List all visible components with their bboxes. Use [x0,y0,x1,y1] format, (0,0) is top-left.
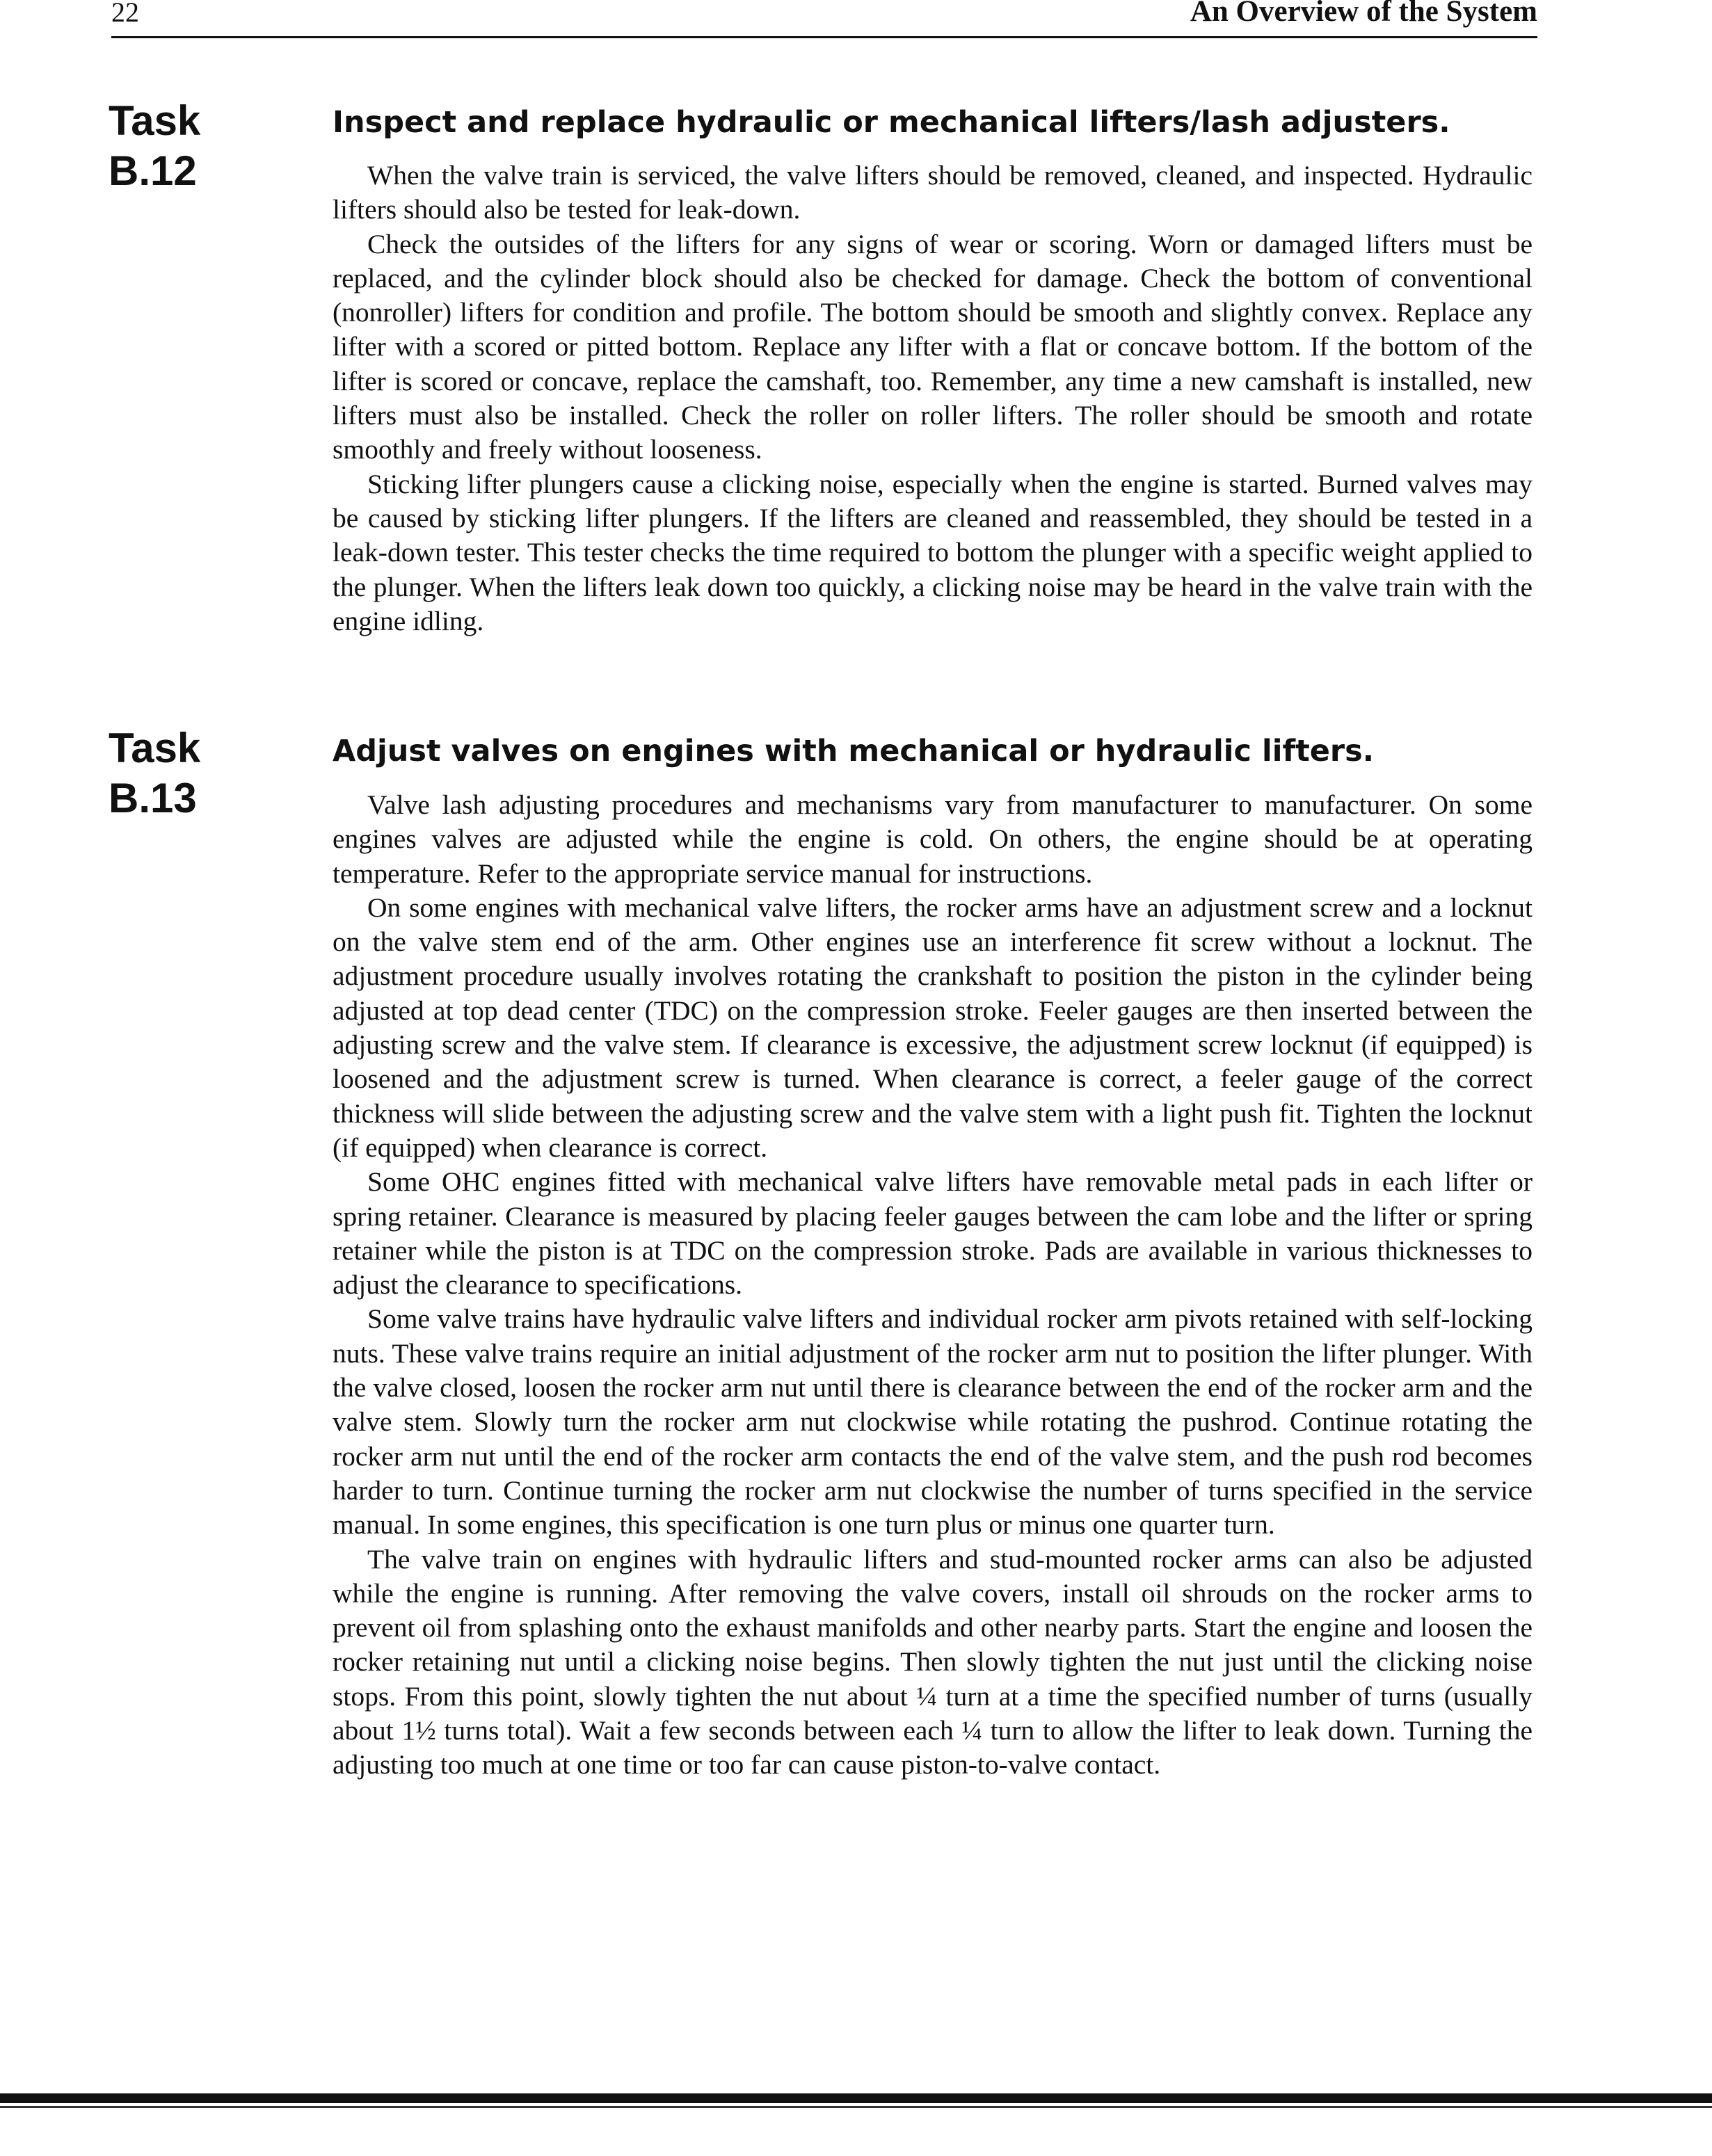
paragraph: Some valve trains have hydraulic valve lifters and individual rocker arm pivots retained with self-locking nuts. These valve trains require an initial adjustment of the rocker arm nut to position the lifter plunger. With the valve closed, loosen the rocker arm nut until there is clearance between the end of the rocker arm and the valve stem. Slowly turn the rocker arm nut clockwise while rotating the pushrod. Continue rotating the rocker arm nut until the end of the rocker arm contacts the end of the valve stem, and the push rod becomes harder to turn. Continue turning the rocker arm nut clockwise the number of turns specified in the service manual. In some engines, this specification is one turn plus or minus one quarter turn. [333,1303,1533,1540]
task-label-b13 [109,723,200,823]
paragraph: Valve lash adjusting procedures and mechanisms vary from manufacturer to manufacturer. On some engines valves are adjusted while the engine is cold. On others, the engine should be at operating temperature. Refer to the appropriate service manual for instructions. [333,789,1533,889]
task-body-b13 [333,788,1533,1783]
paragraph: When the valve train is serviced, the valve lifters should be removed, cleaned, and inspected. Hydraulic lifters should also be tested for leak-down. [333,160,1533,225]
task-label-b12 [109,96,200,196]
paragraph: Sticking lifter plungers cause a clicking noise, especially when the engine is started. Burned valves may be caused by sticking lifter plungers. If the lifters are cleaned and reassembled, they should be tested in a leak-down tester. This tester checks the time required to bottom the plunger with a specific weight applied to the plunger. When the lifters leak down too quickly, a clicking noise may be heard in the valve train with the engine idling. [333,468,1533,636]
paragraph: The valve train on engines with hydraulic lifters and stud-mounted rocker arms can also be adjusted while the engine is running. After removing the valve covers, install oil shrouds on the rocker arms to prevent oil from splashing onto the exhaust manifolds and other nearby parts. Start the engine and loosen the rocker retaining nut until a clicking noise begins. Then slowly tighten the nut just until the clicking noise stops. From this point, slowly tighten the nut about ¼ turn at a time the specified number of turns (usually about 1½ turns total). Wait a few seconds between each ¼ turn to allow the lifter to leak down. Turning the adjusting too much at one time or too far can cause piston-to-valve contact. [333,1543,1533,1780]
task-heading-b12: Inspect and replace hydraulic or mechanical lifters/lash adjusters. [333,105,1450,140]
page-number: 22 [111,0,139,28]
running-head: An Overview of the System [1190,0,1537,28]
paragraph: On some engines with mechanical valve lifters, the rocker arms have an adjustment screw and a locknut on the valve stem end of the arm. Other engines use an interference fit screw without a locknut. The adjustment procedure usually involves rotating the crankshaft to position the piston in the cylinder being adjusted at top dead center (TDC) on the compression stroke. Feeler gauges are then inserted between the adjusting screw and the valve stem. If clearance is excessive, the adjustment screw locknut (if equipped) is loosened and the adjustment screw is turned. When clearance is correct, a feeler gauge of the correct thickness will slide between the adjusting screw and the valve stem with a light push fit. Tighten the locknut (if equipped) when clearance is correct. [333,892,1533,1163]
footer-rule-thin [0,2106,1712,2108]
task-word: Task [109,725,201,771]
paragraph: Check the outsides of the lifters for any signs of wear or scoring. Worn or damaged lifters must be replaced, and the cylinder block should also be checked for damage. Check the bottom of conventional (nonroller) lifters for condition and profile. The bottom should be smooth and slightly convex. Replace any lifter with a scored or pitted bottom. Replace any lifter with a flat or concave bottom. If the bottom of the lifter is scored or concave, replace the camshaft, too. Remember, any time a new camshaft is installed, new lifters must also be installed. Check the roller on roller lifters. The roller should be smooth and rotate smoothly and freely without looseness. [333,228,1533,465]
page-header [111,0,1537,38]
task-heading-b13: Adjust valves on engines with mechanical or hydraulic lifters. [333,734,1375,769]
task-number: B.13 [109,775,197,821]
task-body-b12 [333,159,1533,638]
task-word: Task [109,97,201,144]
task-number: B.12 [109,147,197,194]
paragraph: Some OHC engines fitted with mechanical valve lifters have removable metal pads in each lifter or spring retainer. Clearance is measured by placing feeler gauges between the cam lobe and the lifter or spring retainer while the piston is at TDC on the compression stroke. Pads are available in various thicknesses to adjust the clearance to specifications. [333,1166,1533,1301]
footer-rule [0,2093,1712,2103]
